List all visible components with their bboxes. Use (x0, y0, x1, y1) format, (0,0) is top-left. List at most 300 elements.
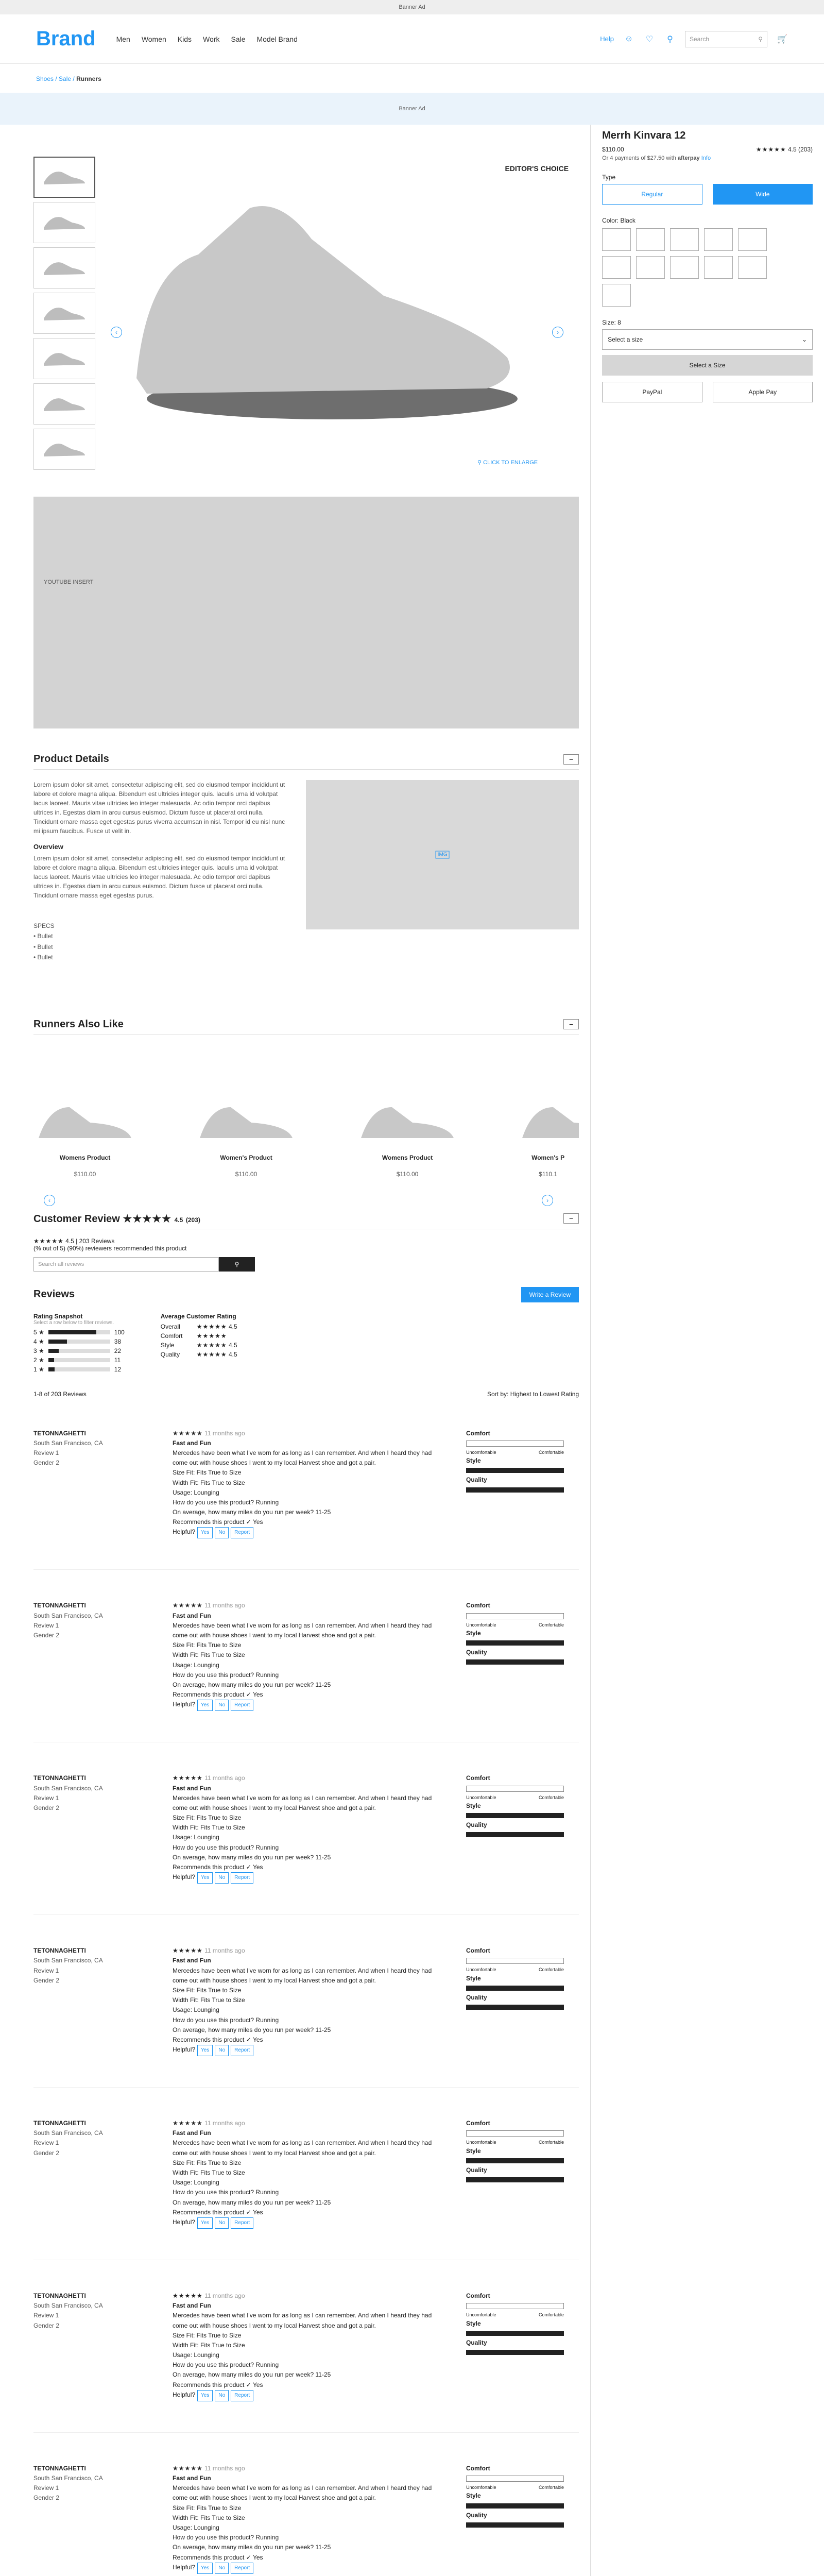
product-card-price: $110.1 (539, 1170, 557, 1178)
snapshot-title: Rating Snapshot (33, 1312, 83, 1320)
snapshot-row[interactable] (33, 1357, 125, 1364)
rating-stars: ★★★★★ (196, 1350, 227, 1358)
snapshot-count: 100 (114, 1328, 125, 1336)
style-bar (466, 2158, 564, 2163)
brand-logo[interactable]: Brand (36, 27, 96, 50)
color-swatch[interactable] (636, 228, 665, 251)
review-time: 11 months ago (204, 2292, 245, 2299)
check-icon: ✓ (246, 1691, 251, 1699)
snapshot-bar (48, 1340, 110, 1344)
style-label: Style (466, 1802, 481, 1809)
review-recommend: Recommends this product (173, 2036, 245, 2043)
style-bar (466, 1986, 564, 1991)
helpful-yes-button[interactable]: Yes (197, 2217, 213, 2229)
reviewer-location: South San Francisco, CA (33, 1784, 103, 1792)
quality-bar (466, 2350, 564, 2355)
carousel-next-arrow[interactable]: › (542, 1195, 553, 1206)
sort-dropdown[interactable]: Sort by: Highest to Lowest Rating (487, 1390, 579, 1398)
review-size-fit: Size Fit: Fits True to Size (173, 1986, 242, 1994)
review-item (33, 1742, 579, 1915)
quality-bar (466, 2177, 564, 2182)
comfort-label: Comfort (466, 1947, 490, 1955)
search-icon: ⚲ (234, 1260, 239, 1268)
thumbnail[interactable] (33, 202, 95, 243)
snapshot-count: 12 (114, 1365, 122, 1373)
rating-stars: ★★★★★ (756, 146, 786, 153)
reviewer-gender: Gender 2 (33, 1976, 60, 1984)
review-time: 11 months ago (204, 1602, 245, 1609)
snapshot-bar (48, 1330, 110, 1334)
cart-icon[interactable]: 🛒 (777, 35, 787, 44)
review-usage: Usage: Lounging (173, 1488, 219, 1496)
review-size-fit: Size Fit: Fits True to Size (173, 1469, 242, 1477)
review-how: How do you use this product? Running (173, 1671, 279, 1679)
review-text: Mercedes have been what I've worn for as long as I can remember. And when I heard they had come out with house shoes I went to my local Harvest shoe and got a pair. (173, 2484, 432, 2502)
reviewer-gender: Gender 2 (33, 1459, 60, 1467)
banner-ad-text: Banner Ad (399, 106, 425, 112)
price-row (602, 146, 813, 153)
rating-stars: ★★★★★ (173, 1947, 203, 1955)
check-icon: ✓ (246, 2208, 251, 2216)
reviewer-location: South San Francisco, CA (33, 1957, 103, 1964)
product-card[interactable] (517, 1097, 579, 1178)
review-fit-scales (466, 1946, 564, 2056)
rating-stars: ★★★★★ (173, 1774, 203, 1782)
heart-icon[interactable]: ♡ (645, 35, 654, 44)
review-recommend: Recommends this product (173, 1518, 245, 1526)
check-icon: ✓ (246, 1863, 251, 1871)
next-image-arrow[interactable]: › (552, 327, 563, 338)
helpful-yes-button[interactable]: Yes (197, 2045, 213, 2056)
snapshot-row[interactable] (33, 1347, 125, 1354)
reviews-count-text: 1-8 of 203 Reviews (33, 1390, 87, 1398)
quality-bar (466, 2005, 564, 2010)
reviewer-gender: Gender 2 (33, 2494, 60, 2502)
youtube-insert-label: YOUTUBE INSERT (44, 579, 94, 585)
reviewer-location: South San Francisco, CA (33, 2129, 103, 2137)
style-label: Style (466, 1974, 481, 1982)
review-how: How do you use this product? Running (173, 2016, 279, 2024)
reviewer-age: Review 1 (33, 1449, 59, 1456)
rating-stars: ★★★★★ (196, 1323, 227, 1330)
review-fit-scales (466, 2464, 564, 2574)
carousel-prev-arrow[interactable]: ‹ (44, 1195, 55, 1206)
report-button[interactable]: Report (231, 2045, 253, 2056)
shoe-image (33, 1097, 136, 1143)
comfort-slider (466, 2303, 564, 2309)
reviewer-name: TETONNAGHETTI (33, 1602, 86, 1609)
crumb-shoes[interactable]: Shoes (36, 75, 54, 82)
color-label: Color: Black (602, 217, 636, 224)
image-placeholder-icon: IMG (436, 851, 450, 859)
shoe-image (116, 193, 538, 430)
rating-stars: ★★★★★ (196, 1341, 227, 1349)
afterpay-info-link[interactable]: Info (701, 155, 711, 161)
average-value: 4.5 (228, 1350, 237, 1358)
review-width-fit: Width Fit: Fits True to Size (173, 1824, 245, 1832)
helpful-label: Helpful? (173, 2218, 196, 2226)
color-swatch[interactable] (670, 256, 699, 279)
review-miles: On average, how many miles do you run per week? 11-25 (173, 1853, 331, 1861)
review-miles: On average, how many miles do you run per week? 11-25 (173, 2371, 331, 2379)
reviewer-age: Review 1 (33, 2484, 59, 2492)
helpful-yes-button[interactable]: Yes (197, 1872, 213, 1884)
main-nav (116, 35, 600, 43)
snapshot-bar (48, 1349, 110, 1353)
rating-stars: ★★★★★ (173, 1429, 203, 1437)
check-icon: ✓ (246, 2381, 251, 2388)
quality-label: Quality (466, 1821, 487, 1829)
review-search (33, 1257, 579, 1272)
review-headline: Fast and Fun (173, 2129, 211, 2137)
review-headline: Fast and Fun (173, 1612, 211, 1619)
review-headline: Fast and Fun (173, 2475, 211, 2482)
helpful-no-button[interactable]: No (215, 2390, 229, 2401)
snapshot-stars: 3 ★ (33, 1347, 44, 1354)
collapse-icon[interactable]: − (563, 1213, 579, 1224)
helpful-no-button[interactable]: No (215, 1700, 229, 1711)
snapshot-count: 11 (114, 1356, 121, 1364)
search-icon[interactable]: ⚲ (758, 35, 763, 43)
rating-value: 4.5 (787, 146, 797, 153)
overview-heading: Overview (33, 843, 63, 851)
thumbnail[interactable] (33, 247, 95, 289)
youtube-insert[interactable] (33, 497, 579, 728)
review-recommend-yes: Yes (252, 2553, 263, 2561)
customer-review-title (33, 1212, 200, 1225)
helpful-no-button[interactable]: No (215, 2045, 229, 2056)
comfortable-label: Comfortable (538, 2485, 564, 2490)
quality-label: Quality (466, 2166, 487, 2174)
style-label: Style (466, 2492, 481, 2500)
comfort-slider (466, 1613, 564, 1619)
size-label: Size: 8 (602, 319, 621, 326)
reviewer-name: TETONNAGHETTI (33, 1774, 86, 1782)
product-card[interactable] (356, 1097, 459, 1178)
style-label: Style (466, 2147, 481, 2155)
also-like-header (33, 1014, 579, 1035)
review-search-input[interactable]: Search all reviews (33, 1257, 219, 1272)
comfortable-label: Comfortable (538, 2140, 564, 2145)
report-button[interactable]: Report (231, 1700, 253, 1711)
apple-pay-button[interactable]: Apple Pay (713, 382, 813, 402)
review-miles: On average, how many miles do you run per week? 11-25 (173, 2026, 331, 2033)
review-text: Mercedes have been what I've worn for as long as I can remember. And when I heard they had come out with house shoes I went to my local Harvest shoe and got a pair. (173, 1621, 432, 1639)
comfort-slider (466, 2130, 564, 2137)
reviewer-gender: Gender 2 (33, 1632, 60, 1639)
editors-choice-badge: EDITOR'S CHOICE (505, 164, 569, 173)
thumbnail[interactable] (33, 157, 95, 198)
snapshot-stars: 4 ★ (33, 1337, 44, 1345)
snapshot-stars: 1 ★ (33, 1365, 44, 1373)
thumbnail[interactable] (33, 383, 95, 425)
uncomfortable-label: Uncomfortable (466, 1449, 496, 1455)
helpful-yes-button[interactable]: Yes (197, 1527, 213, 1538)
average-row (161, 1342, 237, 1349)
review-width-fit: Width Fit: Fits True to Size (173, 1651, 245, 1659)
review-headline: Fast and Fun (173, 1957, 211, 1964)
reviewer-name: TETONNAGHETTI (33, 1429, 86, 1437)
thumbnail-list (33, 157, 95, 486)
color-swatch[interactable] (704, 228, 733, 251)
review-item (33, 2088, 579, 2260)
nav-women[interactable]: Women (141, 35, 166, 43)
color-swatch[interactable] (704, 256, 733, 279)
snapshot-row[interactable] (33, 1329, 125, 1336)
review-fit-scales (466, 2291, 564, 2401)
breadcrumb: Shoes / Sale / Runners (36, 75, 101, 82)
reviewer-location: South San Francisco, CA (33, 1439, 103, 1447)
report-button[interactable]: Report (231, 1872, 253, 1884)
helpful-yes-button[interactable]: Yes (197, 1700, 213, 1711)
nav-men[interactable]: Men (116, 35, 130, 43)
review-size-fit: Size Fit: Fits True to Size (173, 2159, 242, 2166)
report-button[interactable]: Report (231, 2390, 253, 2401)
review-recommend-yes: Yes (252, 1691, 263, 1699)
afterpay-text: Or 4 payments of $27.50 with (602, 155, 676, 161)
rating-stars: ★★★★★ (173, 2292, 203, 2299)
review-body (173, 2464, 445, 2574)
comfortable-label: Comfortable (538, 2312, 564, 2318)
reviewer-name: TETONNAGHETTI (33, 1947, 86, 1955)
review-size-fit: Size Fit: Fits True to Size (173, 1814, 242, 1822)
quality-label: Quality (466, 1993, 487, 2001)
helpful-no-button[interactable]: No (215, 2217, 229, 2229)
snapshot-row[interactable] (33, 1366, 125, 1373)
location-icon[interactable]: ⚲ (667, 35, 673, 44)
customer-review-label: Customer Review (33, 1213, 120, 1225)
review-usage: Usage: Lounging (173, 1834, 219, 1841)
also-like-title: Runners Also Like (33, 1018, 124, 1030)
product-card[interactable] (33, 1097, 136, 1178)
review-recommend: Recommends this product (173, 2381, 245, 2388)
average-title: Average Customer Rating (160, 1312, 236, 1320)
spec-bullet: Bullet (37, 943, 53, 951)
average-label: Quality (160, 1350, 180, 1358)
page-body (0, 125, 824, 2576)
comfortable-label: Comfortable (538, 1967, 564, 1973)
snapshot-count: 38 (114, 1337, 122, 1345)
size-select[interactable] (602, 329, 813, 350)
reviews-toolbar (33, 1391, 579, 1398)
reviewer-age: Review 1 (33, 2139, 59, 2147)
reviewer-gender: Gender 2 (33, 1804, 60, 1811)
review-time: 11 months ago (204, 1429, 245, 1437)
rating-stars: ★★★★★ (33, 1237, 64, 1245)
review-usage: Usage: Lounging (173, 1661, 219, 1669)
product-price: $110.00 (602, 146, 624, 153)
helpful-yes-button[interactable]: Yes (197, 2390, 213, 2401)
product-card-price: $110.00 (396, 1170, 419, 1178)
color-swatch[interactable] (670, 228, 699, 251)
review-headline: Fast and Fun (173, 2302, 211, 2310)
review-headline: Fast and Fun (173, 1784, 211, 1792)
product-details-title: Product Details (33, 753, 109, 765)
review-summary: ★★★★★ 4.5 | 203 Reviews (% out of 5) (90%) reviewers recommended this product Search all reviews ⚲ (33, 1238, 579, 1272)
shoe-image (356, 1097, 459, 1143)
review-how: How do you use this product? Running (173, 2534, 279, 2541)
search-input[interactable] (685, 31, 767, 47)
reviewer-info (33, 1773, 173, 1884)
snapshot-stars: 2 ★ (33, 1356, 44, 1364)
user-icon[interactable]: ☺ (624, 34, 633, 43)
reviewer-location: South San Francisco, CA (33, 1612, 103, 1619)
reviewer-name: TETONNAGHETTI (33, 2464, 86, 2472)
helpful-no-button[interactable]: No (215, 2563, 229, 2574)
crumb-sale[interactable]: Sale (59, 75, 72, 82)
reviewer-age: Review 1 (33, 2312, 59, 2319)
rating-stars: ★★★★★ (123, 1213, 172, 1225)
review-body (173, 1773, 445, 1884)
average-row (161, 1323, 237, 1330)
uncomfortable-label: Uncomfortable (466, 2312, 496, 2318)
uncomfortable-label: Uncomfortable (466, 1967, 496, 1973)
review-recommend-yes: Yes (252, 1863, 263, 1871)
reviewer-info (33, 1601, 173, 1711)
snapshot-subtitle: Select a row below to filter reviews. (33, 1319, 114, 1326)
nav-kids[interactable]: Kids (177, 35, 192, 43)
top-banner-ad (0, 0, 824, 14)
comfortable-label: Comfortable (538, 1622, 564, 1628)
header (0, 14, 824, 64)
collapse-icon[interactable]: − (563, 754, 579, 765)
review-search-button[interactable] (219, 1257, 255, 1272)
snapshot-bar (48, 1358, 110, 1362)
color-swatch[interactable] (602, 284, 631, 307)
color-swatch[interactable] (636, 256, 665, 279)
review-fit-scales (466, 1429, 564, 1539)
snapshot-bar (48, 1367, 110, 1371)
review-item (33, 1915, 579, 2088)
comfort-label: Comfort (466, 1602, 490, 1609)
product-card[interactable] (195, 1097, 298, 1178)
click-to-enlarge[interactable] (477, 459, 538, 466)
review-text: Mercedes have been what I've worn for as long as I can remember. And when I heard they had come out with house shoes I went to my local Harvest shoe and got a pair. (173, 2139, 432, 2157)
quality-bar (466, 1832, 564, 1837)
reviewer-info (33, 2464, 173, 2574)
nav-model-brand[interactable]: Model Brand (256, 35, 298, 43)
report-button[interactable]: Report (231, 2217, 253, 2229)
report-button[interactable]: Report (231, 1527, 253, 1538)
snapshot-row[interactable] (33, 1338, 125, 1345)
reviewer-name: TETONNAGHETTI (33, 2292, 86, 2299)
shoe-image (517, 1097, 579, 1143)
product-card-price: $110.00 (74, 1170, 96, 1178)
collapse-icon[interactable]: − (563, 1019, 579, 1029)
thumbnail[interactable] (33, 293, 95, 334)
average-ratings (161, 1313, 237, 1375)
write-review-button[interactable]: Write a Review (521, 1287, 579, 1302)
reviewer-gender: Gender 2 (33, 2321, 60, 2329)
color-swatch[interactable] (738, 228, 767, 251)
uncomfortable-label: Uncomfortable (466, 2140, 496, 2145)
color-swatch[interactable] (738, 256, 767, 279)
snapshot-stars: 5 ★ (33, 1328, 44, 1336)
report-button[interactable]: Report (231, 2563, 253, 2574)
comfortable-label: Comfortable (538, 1449, 564, 1455)
review-body (173, 2291, 445, 2401)
reviewer-info (33, 2291, 173, 2401)
quality-bar (466, 2522, 564, 2528)
quality-label: Quality (466, 2511, 487, 2519)
helpful-label: Helpful? (173, 1528, 196, 1536)
comfort-slider (466, 1440, 564, 1447)
review-how: How do you use this product? Running (173, 1498, 279, 1506)
rating-value: 4.5 (65, 1237, 74, 1245)
product-card-name: Womens Product (382, 1154, 433, 1161)
review-recommend: Recommends this product (173, 1691, 245, 1699)
review-usage: Usage: Lounging (173, 2006, 219, 2014)
type-regular[interactable]: Regular (602, 184, 702, 205)
size-select-value: Select a size (608, 336, 643, 343)
comfort-label: Comfort (466, 2292, 490, 2299)
prev-image-arrow[interactable]: ‹ (111, 327, 122, 338)
afterpay-note (602, 155, 813, 161)
main-product-image[interactable] (106, 157, 579, 486)
color-swatch[interactable] (602, 256, 631, 279)
top-banner-text: Banner Ad (399, 4, 425, 10)
average-value: 4.5 (228, 1341, 237, 1349)
review-size-fit: Size Fit: Fits True to Size (173, 2331, 242, 2339)
check-icon: ✓ (246, 2553, 251, 2561)
paypal-button[interactable]: PayPal (602, 382, 702, 402)
details-image (306, 780, 579, 929)
review-text: Mercedes have been what I've worn for as long as I can remember. And when I heard they had come out with house shoes I went to my local Harvest shoe and got a pair. (173, 1967, 432, 1984)
product-card-name: Women's Product (220, 1154, 272, 1161)
help-link[interactable]: Help (600, 35, 614, 43)
chevron-down-icon: ⌄ (801, 336, 807, 343)
select-size-button[interactable]: Select a Size (602, 355, 813, 376)
average-label: Comfort (160, 1332, 183, 1340)
helpful-no-button[interactable]: No (215, 1872, 229, 1884)
average-label: Overall (160, 1323, 180, 1330)
average-value: 4.5 (228, 1323, 237, 1330)
reviews-count: 203 Reviews (79, 1237, 115, 1245)
thumbnail[interactable] (33, 338, 95, 379)
comfort-slider (466, 1958, 564, 1964)
nav-sale[interactable]: Sale (231, 35, 246, 43)
review-width-fit: Width Fit: Fits True to Size (173, 2514, 245, 2521)
reviewer-age: Review 1 (33, 1621, 59, 1629)
comfort-label: Comfort (466, 1774, 490, 1782)
color-swatch[interactable] (602, 228, 631, 251)
review-item (33, 1398, 579, 1570)
style-bar (466, 1468, 564, 1473)
enlarge-label: CLICK TO ENLARGE (483, 460, 538, 466)
rating-count: (203) (185, 1216, 200, 1224)
type-wide[interactable]: Wide (713, 184, 813, 205)
helpful-yes-button[interactable]: Yes (197, 2563, 213, 2574)
review-body (173, 1429, 445, 1539)
comfort-slider (466, 2476, 564, 2482)
specs-heading: SPECS (33, 922, 55, 929)
product-details (33, 780, 579, 963)
nav-work[interactable]: Work (203, 35, 220, 43)
helpful-no-button[interactable]: No (215, 1527, 229, 1538)
header-actions (600, 31, 788, 47)
thumbnail[interactable] (33, 429, 95, 470)
comfort-slider (466, 1786, 564, 1792)
reviewer-name: TETONNAGHETTI (33, 2120, 86, 2127)
style-label: Style (466, 1630, 481, 1637)
review-width-fit: Width Fit: Fits True to Size (173, 2169, 245, 2176)
check-icon: ✓ (246, 1518, 251, 1526)
snapshot-count: 22 (114, 1347, 122, 1354)
overview-paragraph: Lorem ipsum dolor sit amet, consectetur adipiscing elit, sed do eiusmod tempor incididunt ut labore et dolore magna aliqua. Bibendum est ultricies integer quis. Iaculis urna id volutpat lacus laoreet. Mauris vitae ultricies leo integer malesuada. Ac odio tempor orci dapibus ultrices in. Egestas diam in arcu cursus euismod. Dictum fusce ut placerat orci nulla. Tincidunt ornare massa eget egestas purus. (33, 855, 285, 899)
reviewer-info (33, 1429, 173, 1539)
spec-bullet: Bullet (37, 933, 53, 940)
helpful-label: Helpful? (173, 2563, 196, 2571)
